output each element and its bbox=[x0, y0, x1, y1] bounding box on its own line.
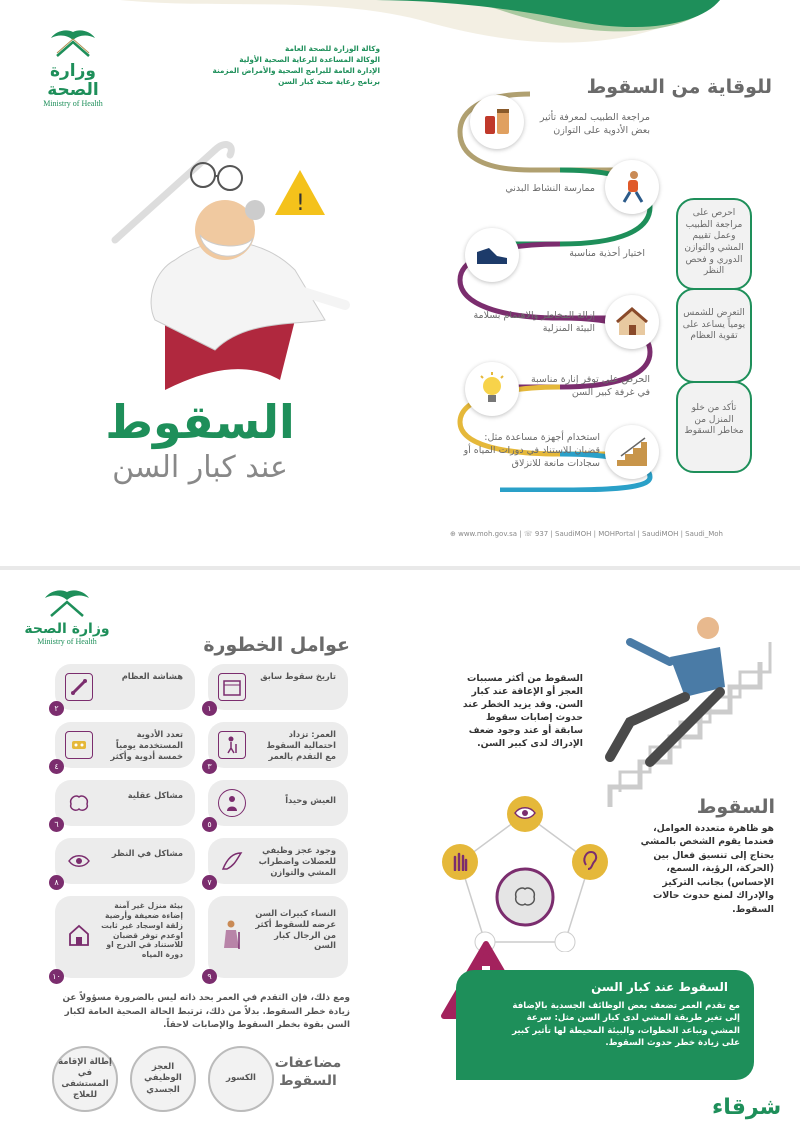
risk-factor-card bbox=[207, 838, 348, 887]
prevention-item-text: مراجعة الطبيب لمعرفة تأثير بعض الأدوية على التوازن bbox=[539, 112, 650, 136]
complication-bubble: العجز الوظيفي الجسدي bbox=[130, 1046, 196, 1112]
logo-arabic: وزارة الصحة bbox=[24, 621, 110, 637]
logo-english: Ministry of Health bbox=[43, 99, 103, 109]
risk-factor-text: تاريخ سقوط سابق bbox=[260, 671, 336, 681]
risk-factor-number: ٨ bbox=[49, 875, 64, 890]
hero-title-block bbox=[95, 395, 305, 486]
risk-factor-number: ٦ bbox=[49, 817, 64, 832]
hero-subtitle: عند كبار السن bbox=[112, 450, 288, 486]
tip-box: تأكد من خلو المنزل من مخاطر السقوط bbox=[676, 381, 752, 473]
risk-factor-number: ٥ bbox=[202, 817, 217, 832]
risk-factor-text: وجود عجز وظيفي للعضلات واضطراب المشي والتوازن bbox=[258, 845, 336, 877]
prevention-item-text: الحرص على توفر إنارة مناسبة في غرفة كبير السن bbox=[530, 374, 650, 398]
house-icon bbox=[605, 295, 659, 349]
risk-factor-card bbox=[52, 896, 195, 981]
svg-text:!: ! bbox=[296, 191, 305, 216]
watermark-logo bbox=[712, 1095, 781, 1120]
stairs-icon bbox=[605, 425, 659, 479]
prevention-item-text: اختيار أحذية مناسبة bbox=[569, 248, 645, 259]
shoe-icon bbox=[465, 228, 519, 282]
calendar-icon bbox=[218, 673, 246, 701]
hero-title: السقوط bbox=[105, 395, 295, 449]
risk-factor-number: ٩ bbox=[202, 969, 217, 984]
risk-note: ومع ذلك، فإن التقدم في العمر بحد ذاته ليس بالضرورة مسؤولاً عن زيادة خطر السقوط. بدلاً من ذلك، ترتبط الحالة الصحية العامة لكبار السن بقوة بخطر السقوط والإصابات لاحقاً. bbox=[62, 993, 350, 1031]
risk-factor-card bbox=[207, 722, 348, 771]
tip-box: التعرض للشمس يومياً يساعد على تقوية العظام bbox=[676, 288, 752, 383]
elderly-cane-icon bbox=[218, 731, 246, 759]
risk-factor-number: ٣ bbox=[202, 759, 217, 774]
light-bulb-icon bbox=[465, 362, 519, 416]
muscle-icon bbox=[218, 847, 246, 875]
fall-title: السقوط bbox=[696, 796, 775, 818]
risk-factor-card bbox=[54, 780, 195, 829]
watermark-text: شرقاء bbox=[712, 1095, 782, 1120]
elderly-fall-box bbox=[456, 970, 754, 1080]
tip-box: احرص على مراجعة الطبيب وعمل تقييم المشي والتوازن الدوري و فحص النظر bbox=[676, 198, 752, 290]
dept-line: وكالة الوزارة للصحة العامة bbox=[285, 44, 380, 53]
risk-factor-number: ١٠ bbox=[49, 969, 64, 984]
person-alone-icon bbox=[218, 789, 246, 817]
running-person-icon bbox=[605, 160, 659, 214]
risk-factor-number: ٢ bbox=[49, 701, 64, 716]
moh-logo bbox=[22, 588, 112, 668]
elderly-fall-title: السقوط عند كبار السن bbox=[591, 980, 728, 994]
bone-icon bbox=[65, 673, 93, 701]
risk-factor-card bbox=[207, 896, 348, 981]
eye-icon bbox=[514, 806, 536, 820]
risk-factor-text: النساء كبيرات السن عرضه للسقوط أكثر من الرجال كبار السن bbox=[255, 908, 336, 951]
risk-factor-card bbox=[207, 780, 348, 829]
risk-factor-text: بيئة منزل غير آمنة إضاءة ضعيفة وأرضية زلقة اوسجاد غير ثابت اوعدم توفر قضبان للاستناد في الدرج او دورة المياه bbox=[101, 901, 183, 960]
risk-factor-text: تعدد الأدوية المستخدمة يومياً خمسة أدوية وأكثر bbox=[110, 729, 183, 761]
footer-links: ⊕ www.moh.gov.sa | ☏ 937 | SaudiMOH | MOHPortal | SaudiMOH | Saudi_Moh bbox=[450, 530, 723, 538]
falling-elderly-man-illustration bbox=[95, 120, 365, 400]
moh-palm-icon bbox=[37, 588, 97, 618]
brain-icon bbox=[65, 789, 93, 817]
risk-title: عوامل الخطورة bbox=[203, 634, 350, 656]
moh-logo bbox=[28, 28, 118, 108]
elderly-fall-text: مع تقدم العمر تضعف بعض الوظائف الجسدية بالإضافة إلى تغير طريقة المشي لدى كبار السن مثل: سرعة المشي وتباعد الخطوات، والبيئة المحيطة لها تأثير كبير على زيادة خطر حدوث السقوط. bbox=[512, 1001, 740, 1049]
complications-title: مضاعفات السقوط bbox=[274, 1055, 342, 1090]
eye-icon bbox=[65, 847, 93, 875]
ear-icon bbox=[580, 851, 600, 871]
risk-factor-text: هشاشة العظام bbox=[121, 671, 183, 681]
risk-factor-text: مشاكل في النظر bbox=[111, 848, 183, 858]
fall-definition: هو ظاهرة متعددة العوامل، فعندما يقوم الشخص بالمشي يحتاج إلى تنسيق فعال بين (الحركة، الرؤية، السمع، الإحساس) بجانب التركيز والإدراك لمنع حدوث حالات السقوط. bbox=[640, 823, 774, 915]
risk-factor-card bbox=[54, 838, 195, 887]
risk-factor-card bbox=[54, 664, 195, 713]
risk-factor-text: العيش وحيداً bbox=[285, 795, 336, 805]
pills-icon bbox=[65, 731, 93, 759]
risk-factor-text: العمر: تزداد احتمالية السقوط مع التقدم بالعمر bbox=[266, 729, 336, 761]
department-lines bbox=[170, 44, 380, 88]
home-icon bbox=[65, 921, 93, 949]
logo-english: Ministry of Health bbox=[37, 637, 97, 647]
logo-arabic: وزارة الصحة bbox=[47, 61, 99, 100]
hand-icon bbox=[450, 851, 470, 871]
dept-line: الوكالة المساعدة للرعاية الصحية الأولية bbox=[239, 54, 380, 64]
elderly-woman-icon bbox=[218, 921, 246, 949]
risk-factor-card bbox=[207, 664, 348, 713]
complication-bubble: الكسور bbox=[208, 1046, 274, 1112]
complication-bubble: إطالة الإقامة في المستشفى للعلاج bbox=[52, 1046, 118, 1112]
page-prevention bbox=[0, 0, 800, 566]
dept-line: برنامج رعاية صحة كبار السن bbox=[278, 76, 380, 86]
page-risk-factors bbox=[0, 570, 800, 1135]
risk-factor-number: ٤ bbox=[49, 759, 64, 774]
risk-factor-number: ١ bbox=[202, 701, 217, 716]
risk-factor-card bbox=[54, 722, 195, 771]
risk-factor-number: ٧ bbox=[202, 875, 217, 890]
moh-palm-icon bbox=[43, 28, 103, 58]
prevention-item-text: إزالة المخاطر والاهتمام بسلامة البيئة المنزلية bbox=[473, 310, 595, 334]
prevention-item-text: استخدام أجهزة مساعدة مثل: قضبان للاستناد في دورات المياه أو سجادات مانعة للانزلاق bbox=[463, 432, 600, 469]
prevention-title: للوقاية من السقوط bbox=[586, 76, 772, 98]
medicine-bottles-icon bbox=[470, 95, 524, 149]
head-brain-icon bbox=[512, 885, 538, 909]
fall-intro: السقوط من أكثر مسببات العجز أو الإعاقة عند كبار السن. وقد يزيد الخطر عند حدوث إصابات سقوط سابقة أو عند وجود ضعف الإدراك لدى كبير السن. bbox=[462, 673, 583, 750]
risk-factor-text: مشاكل عقلية bbox=[127, 790, 183, 800]
dept-line: الإدارة العامة للبرامج الصحية والأمراض المزمنة bbox=[212, 65, 380, 75]
falling-on-stairs-illustration bbox=[590, 612, 780, 812]
prevention-item-text: ممارسة النشاط البدني bbox=[505, 183, 595, 194]
